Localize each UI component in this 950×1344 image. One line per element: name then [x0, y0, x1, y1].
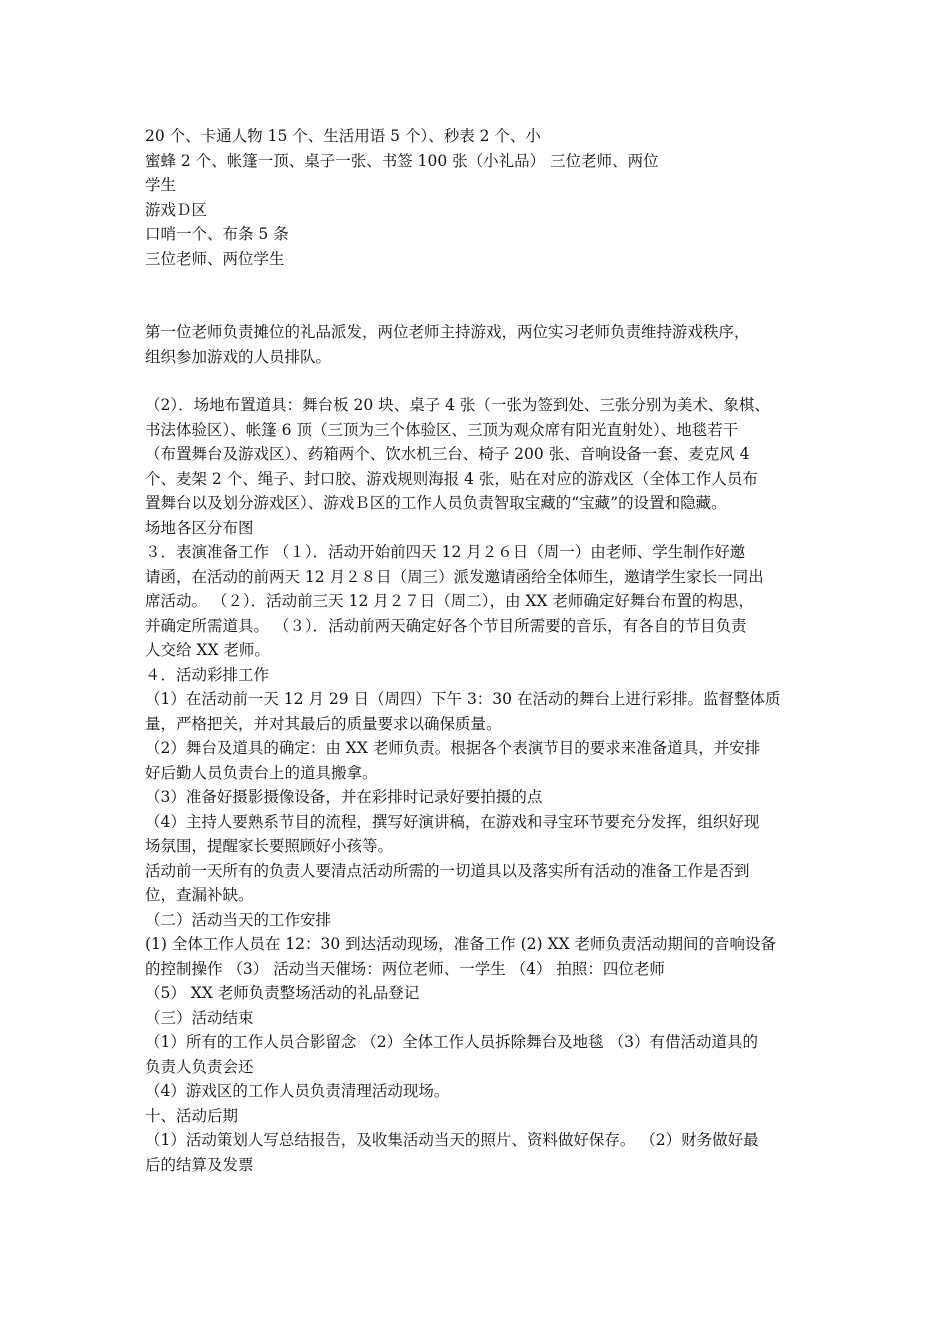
section-heading: （二）活动当天的工作安排: [145, 910, 332, 929]
text-line: 口哨一个、布条 5 条: [145, 225, 289, 243]
text-line: （2）舞台及道具的确定：由 XX 老师负责。根据各个表演节目的要求来准备道具，并安排: [145, 739, 761, 757]
section-rehearsal: [145, 663, 825, 908]
text-line: (1) 全体工作人员在 12：30 到达活动现场，准备工作 (2) XX 老师负责活动期间的音响设备: [145, 935, 776, 953]
text-line: （1）所有的工作人员合影留念 （2）全体工作人员拆除舞台及地毯 （3）有借活动道具的: [145, 1033, 758, 1051]
text-line: 并确定所需道具。 （３）．活动前两天确定好各个节目所需要的音乐，有各自的节目负责: [145, 616, 747, 635]
text-line: 位，查漏补缺。: [145, 886, 254, 904]
text-line: 席活动。 （２）．活动前三天 12 月２７日（周二），由 XX 老师确定好舞台布置的构思，: [145, 592, 754, 610]
text-line: 人交给 XX 老师。: [145, 641, 270, 659]
top-block: [145, 124, 825, 271]
paragraph-props: [145, 393, 825, 540]
text-line: 游戏Ｄ区: [145, 200, 208, 219]
text-line: 场地各区分布图: [145, 518, 254, 537]
section-post-event: [145, 1104, 825, 1178]
text-line: 活动前一天所有的负责人要清点活动所需的一切道具以及落实所有活动的准备工作是否到: [145, 861, 750, 880]
text-line: 个、麦架 2 个、绳子、封口胶、游戏规则海报 4 张，贴在对应的游戏区（全体工作人员布: [145, 469, 758, 488]
spacer: [145, 271, 825, 320]
text-line: 场氛围，提醒家长要照顾好小孩等。: [145, 837, 394, 855]
text-line: 学生: [145, 176, 177, 194]
text-line: 量，严格把关，并对其最后的质量要求以确保质量。: [145, 714, 502, 733]
text-line: 后的结算及发票: [145, 1155, 254, 1174]
section-event-day: [145, 908, 825, 1006]
text-line: 的控制操作 （3） 活动当天催场：两位老师、一学生 （4） 拍照：四位老师: [145, 959, 665, 978]
text-line: 第一位老师负责摊位的礼品派发，两位老师主持游戏，两位实习老师负责维持游戏秩序，: [145, 323, 750, 341]
spacer: [145, 369, 825, 393]
text-line: 置舞台以及划分游戏区）、游戏Ｂ区的工作人员负责智取宝藏的“宝藏”的设置和隐藏。: [145, 494, 727, 512]
text-line: （3）准备好摄影摄像设备，并在彩排时记录好要拍摄的点: [145, 788, 543, 806]
text-line: 书法体验区）、帐篷 6 顶（三顶为三个体验区、三顶为观众席有阳光直射处）、地毯若干: [145, 420, 739, 439]
text-line: （4）游戏区的工作人员负责清理活动现场。: [145, 1082, 450, 1100]
text-line: （1）活动策划人写总结报告，及收集活动当天的照片、资料做好保存。 （2）财务做好最: [145, 1131, 759, 1149]
text-line: 组织参加游戏的人员排队。: [145, 347, 332, 366]
section-heading: （三）活动结束: [145, 1008, 254, 1027]
paragraph-staff: [145, 320, 825, 369]
text-line: 好后勤人员负责台上的道具搬拿。: [145, 763, 378, 782]
section-event-end: [145, 1006, 825, 1104]
text-line: （1）在活动前一天 12 月 29 日（周四）下午 3：30 在活动的舞台上进行彩排。监督整体质: [145, 690, 781, 708]
text-line: （布置舞台及游戏区）、药箱两个、饮水机三台、椅子 200 张、音响设备一套、麦克风 4: [145, 445, 750, 463]
text-line: （2）．场地布置道具：舞台板 20 块、桌子 4 张（一张为签到处、三张分别为美术、象棋、: [145, 396, 770, 414]
text-line: ３．表演准备工作 （１）．活动开始前四天 12 月２６日（周一）由老师、学生制作好邀: [145, 543, 746, 561]
text-line: （4）主持人要熟系节目的流程，撰写好演讲稿，在游戏和寻宝环节要充分发挥，组织好现: [145, 812, 760, 831]
text-line: 负责人负责会还: [145, 1057, 254, 1076]
section-heading: ４．活动彩排工作: [145, 665, 270, 684]
document-page: [145, 124, 825, 1177]
text-line: 20 个、卡通人物 15 个、生活用语 5 个）、秒表 2 个、小: [145, 127, 541, 145]
section-heading: 十、活动后期: [145, 1106, 239, 1125]
section-performance-prep: [145, 540, 825, 663]
text-line: （5） XX 老师负责整场活动的礼品登记: [145, 984, 420, 1002]
text-line: 三位老师、两位学生: [145, 249, 285, 268]
text-line: 蜜蜂 2 个、帐篷一顶、桌子一张、书签 100 张（小礼品） 三位老师、两位: [145, 151, 659, 170]
text-line: 请函，在活动的前两天 12 月２８日（周三）派发邀请函给全体师生，邀请学生家长一同出: [145, 567, 764, 586]
